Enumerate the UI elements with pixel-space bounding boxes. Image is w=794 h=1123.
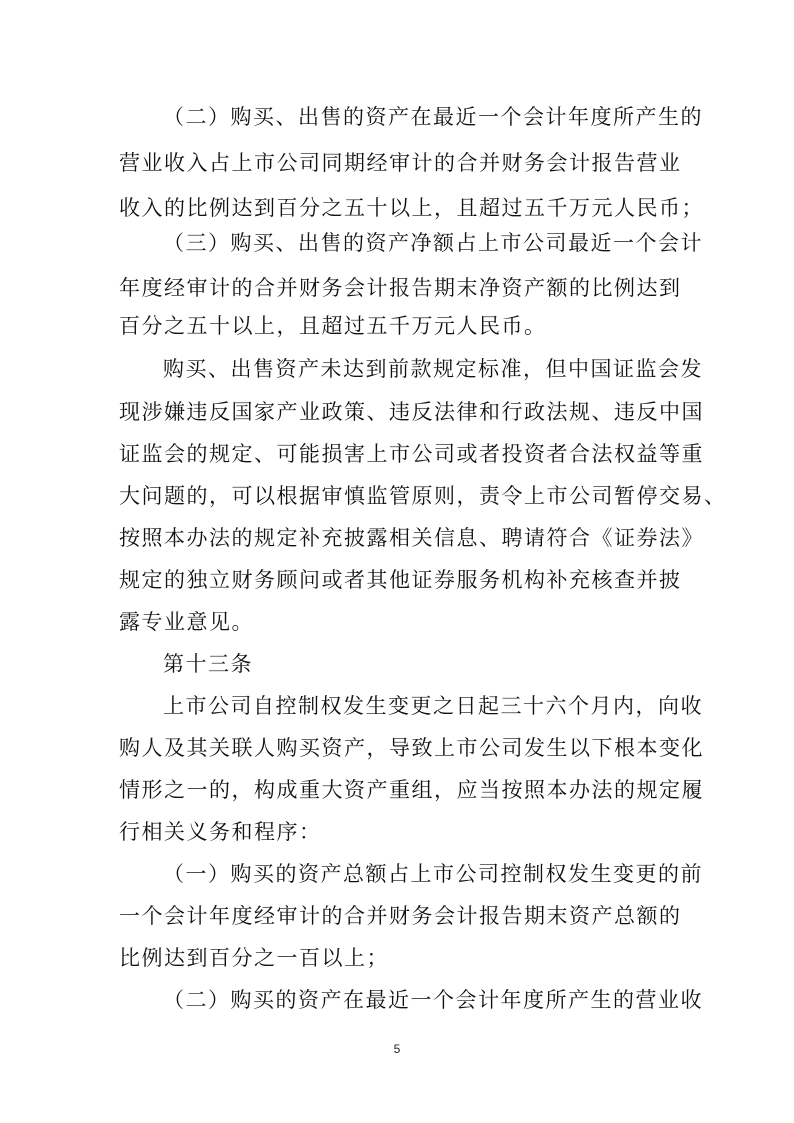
text-line: 年度经审计的合并财务会计报告期末净资产额的比例达到 <box>119 276 682 300</box>
article-heading: 第十三条 <box>163 652 253 676</box>
text-line: 证监会的规定、可能损害上市公司或者投资者合法权益等重 <box>119 442 704 466</box>
page-number: 5 <box>393 1042 401 1056</box>
text-line: 现涉嫌违反国家产业政策、违反法律和行政法规、违反中国 <box>119 400 704 424</box>
text-line: 百分之五十以上，且超过五千万元人民币。 <box>119 314 547 338</box>
text-line: 购人及其关联人购买资产，导致上市公司发生以下根本变化 <box>119 736 704 760</box>
text-line: 按照本办法的规定补充披露相关信息、聘请符合《证券法》 <box>119 526 704 550</box>
text-line: 大问题的，可以根据审慎监管原则，责令上市公司暂停交易、 <box>119 484 727 508</box>
text-line: 情形之一的，构成重大资产重组，应当按照本办法的规定履 <box>119 778 704 802</box>
text-line: 一个会计年度经审计的合并财务会计报告期末资产总额的 <box>119 904 682 928</box>
text-line: 购买、出售资产未达到前款规定标准，但中国证监会发 <box>163 357 703 381</box>
text-line: 行相关义务和程序： <box>119 820 322 844</box>
text-line: 比例达到百分之一百以上； <box>119 946 389 970</box>
text-line: 露专业意见。 <box>119 610 254 634</box>
text-line: （二）购买、出售的资产在最近一个会计年度所产生的 <box>163 105 703 129</box>
text-line: 收入的比例达到百分之五十以上，且超过五千万元人民币； <box>119 196 704 220</box>
text-line: 规定的独立财务顾问或者其他证券服务机构补充核查并披 <box>119 568 682 592</box>
text-line: （三）购买、出售的资产净额占上市公司最近一个会计 <box>163 231 703 255</box>
text-line: 上市公司自控制权发生变更之日起三十六个月内，向收 <box>163 694 703 718</box>
text-line: （二）购买的资产在最近一个会计年度所产生的营业收 <box>163 988 703 1012</box>
text-line: 营业收入占上市公司同期经审计的合并财务会计报告营业 <box>119 151 682 175</box>
text-line: （一）购买的资产总额占上市公司控制权发生变更的前 <box>163 862 703 886</box>
